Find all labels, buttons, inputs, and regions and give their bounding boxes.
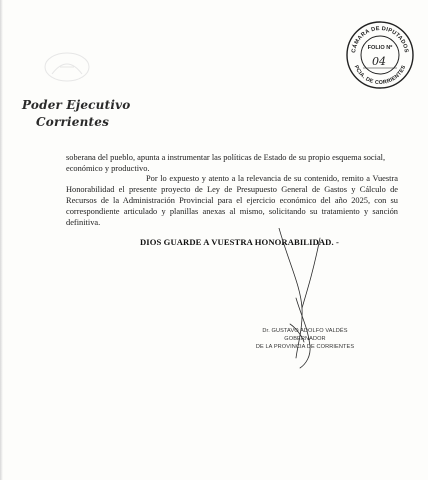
- signatory-name: Dr. GUSTAVO ADOLFO VALDÉS: [262, 328, 348, 334]
- faded-emblem-icon: [32, 44, 102, 90]
- signature-block: [250, 327, 360, 351]
- body-paragraph-1: soberana del pueblo, apunta a instrumentar las políticas de Estado de su propio esquema social, económico y productivo.: [66, 153, 386, 173]
- chamber-folio-stamp: [343, 19, 417, 91]
- closing-salutation: DIOS GUARDE A VUESTRA HONORABILIDAD. -: [140, 237, 339, 247]
- stamp-folio-number: 04: [372, 55, 386, 68]
- stamp-folio-label: FOLIO Nº: [367, 45, 393, 51]
- stamp-ring-top-text: CÁMARA DE DIPUTADOS: [351, 25, 409, 54]
- stamp-ring-bottom-text: PCIA. DE CORRIENTES: [352, 64, 408, 87]
- signatory-title: GOBERNADOR: [284, 336, 326, 342]
- handwritten-signature: [240, 228, 360, 378]
- letterhead-line-2: Corrientes: [36, 115, 110, 129]
- letterhead-line-1: Poder Ejecutivo: [22, 98, 131, 112]
- blank-page-area: [0, 400, 428, 480]
- signatory-jurisdiction: DE LA PROVINCIA DE CORRIENTES: [255, 344, 355, 350]
- letterhead: [22, 98, 130, 129]
- body-paragraph-2: Por lo expuesto y atento a la relevancia de su contenido, remito a Vuestra Honorabilidad el presente proyecto de Ley de Presupuesto General de Gastos y Cálculo de Recursos de la Administración Provincial para el ejercicio económico del año 2025, con su correspondiente articulado y planillas anexas al mismo, solicitando su tratamiento y sanción definitiva.: [66, 174, 398, 227]
